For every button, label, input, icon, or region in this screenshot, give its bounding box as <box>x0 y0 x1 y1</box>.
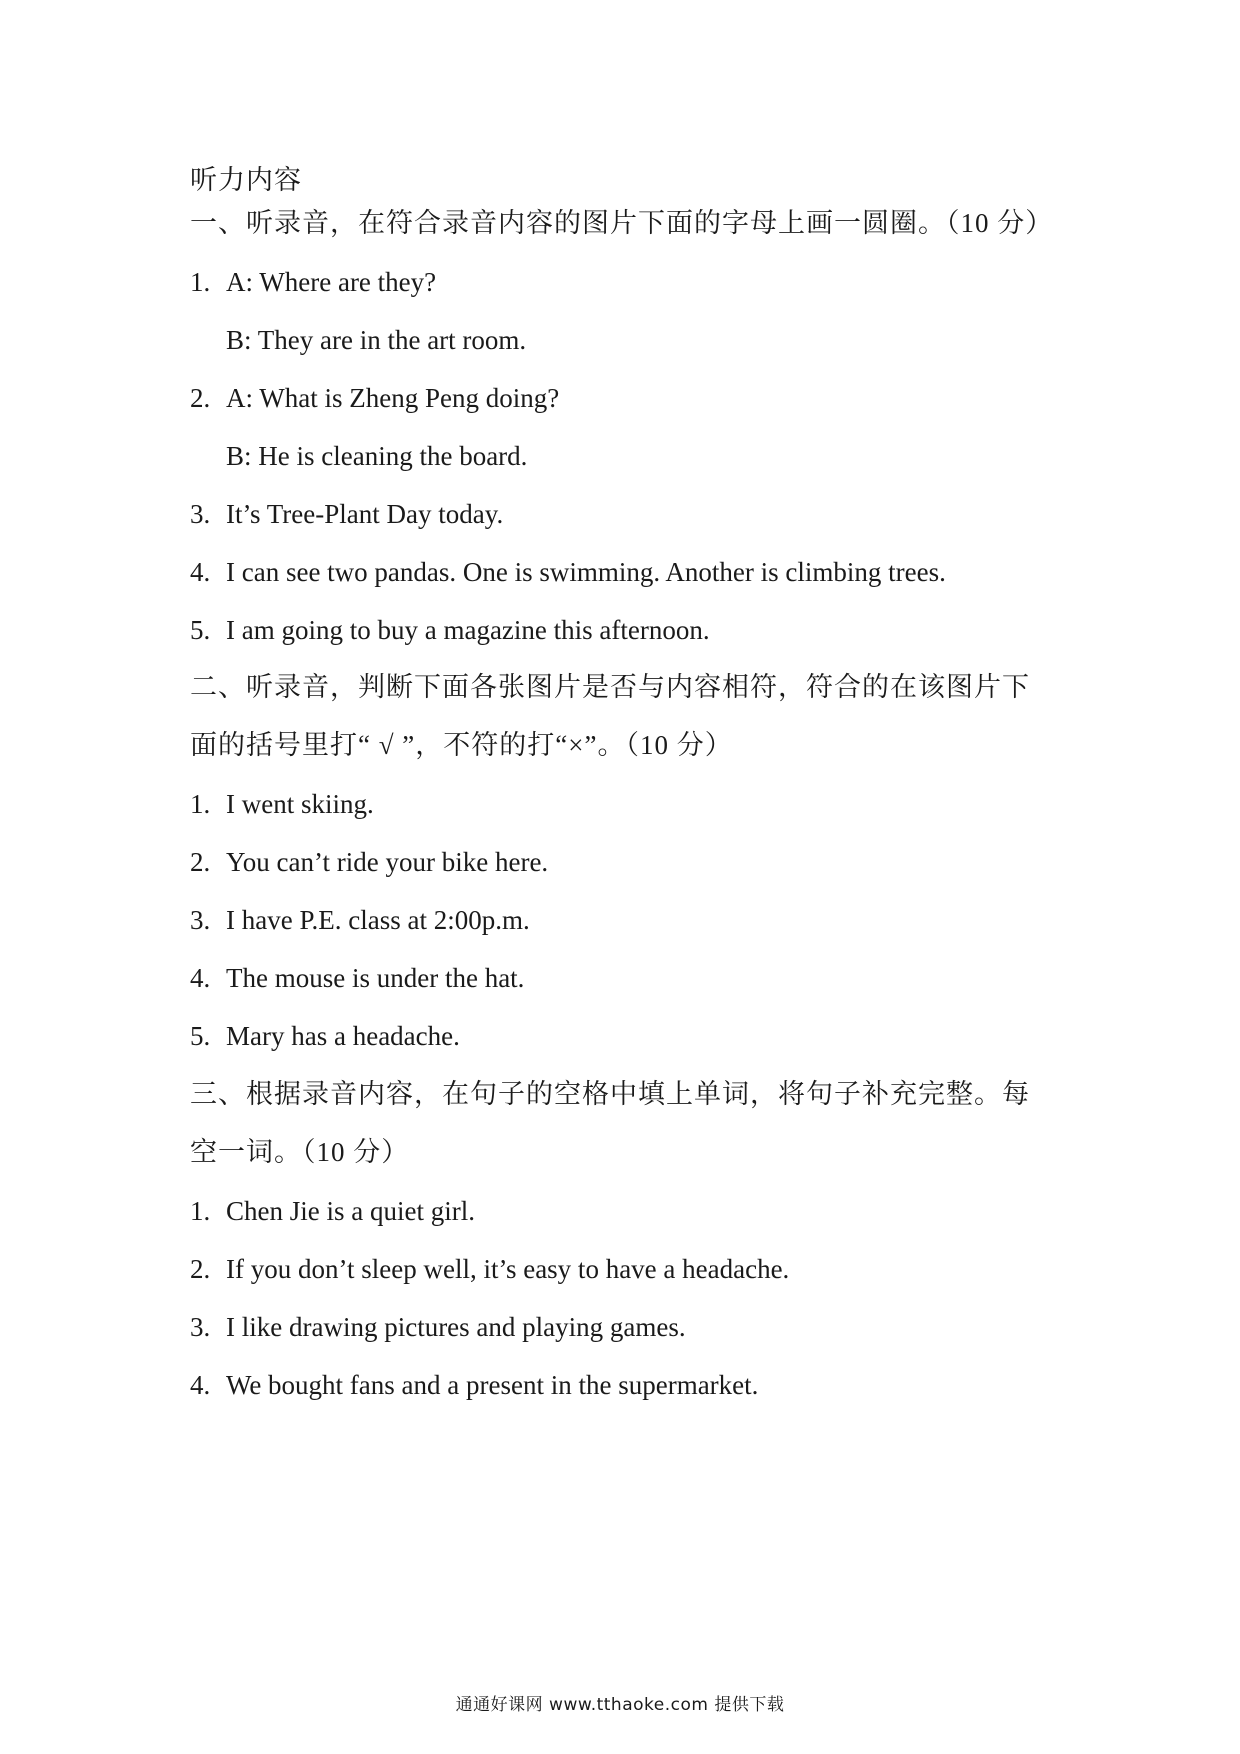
item-number: 4. <box>190 1370 211 1400</box>
list-item <box>190 1252 789 1286</box>
list-item-continuation: B: They are in the art room. <box>226 325 527 355</box>
section-2-heading-line-1: 二、听录音，判断下面各张图片是否与内容相符，符合的在该图片下 <box>190 672 1030 702</box>
item-text: It’s Tree-Plant Day today. <box>226 499 504 529</box>
item-text: The mouse is under the hat. <box>226 963 525 993</box>
item-text: Mary has a headache. <box>226 1021 460 1051</box>
item-text: Chen Jie is a quiet girl. <box>226 1196 475 1226</box>
item-number: 3. <box>190 1312 211 1342</box>
item-text: I am going to buy a magazine this afternoon. <box>226 615 710 645</box>
item-text: If you don’t sleep well, it’s easy to have a headache. <box>226 1254 790 1284</box>
list-item <box>190 381 559 415</box>
list-item <box>190 555 946 589</box>
item-text: A: Where are they? <box>226 267 437 297</box>
item-number: 5. <box>190 615 211 645</box>
list-item <box>190 961 524 995</box>
item-text: A: What is Zheng Peng doing? <box>226 383 560 413</box>
list-item <box>190 1368 758 1402</box>
page-title: 听力内容 <box>190 165 302 195</box>
section-1-heading: 一、听录音，在符合录音内容的图片下面的字母上画一圆圈。（10 分） <box>190 208 1054 238</box>
page-footer: 通通好课网 www.tthaoke.com 提供下载 <box>455 1695 785 1715</box>
item-number: 3. <box>190 905 211 935</box>
item-number: 4. <box>190 963 211 993</box>
list-item <box>190 1310 686 1344</box>
item-text: I like drawing pictures and playing games. <box>226 1312 686 1342</box>
item-number: 2. <box>190 383 211 413</box>
item-text: We bought fans and a present in the supermarket. <box>226 1370 759 1400</box>
item-number: 4. <box>190 557 211 587</box>
item-number: 1. <box>190 1196 211 1226</box>
list-item <box>190 497 503 531</box>
list-item <box>190 265 436 299</box>
item-text: You can’t ride your bike here. <box>226 847 549 877</box>
section-3-heading-line-1: 三、根据录音内容，在句子的空格中填上单词，将句子补充完整。每 <box>190 1079 1030 1109</box>
item-number: 2. <box>190 847 211 877</box>
item-text: I went skiing. <box>226 789 374 819</box>
list-item <box>190 1194 475 1228</box>
item-text: I have P.E. class at 2:00p.m. <box>226 905 530 935</box>
list-item <box>190 1019 460 1053</box>
list-item <box>190 903 530 937</box>
item-text: I can see two pandas. One is swimming. Another is climbing trees. <box>226 557 946 587</box>
list-item <box>190 787 374 821</box>
list-item-continuation: B: He is cleaning the board. <box>226 441 528 471</box>
item-number: 1. <box>190 267 211 297</box>
list-item <box>190 613 710 647</box>
item-number: 5. <box>190 1021 211 1051</box>
list-item <box>190 845 548 879</box>
section-3-heading-line-2: 空一词。（10 分） <box>190 1137 410 1167</box>
item-number: 3. <box>190 499 211 529</box>
item-number: 1. <box>190 789 211 819</box>
item-number: 2. <box>190 1254 211 1284</box>
section-2-heading-line-2: 面的括号里打“ √ ”，不符的打“×”。（10 分） <box>190 730 733 760</box>
